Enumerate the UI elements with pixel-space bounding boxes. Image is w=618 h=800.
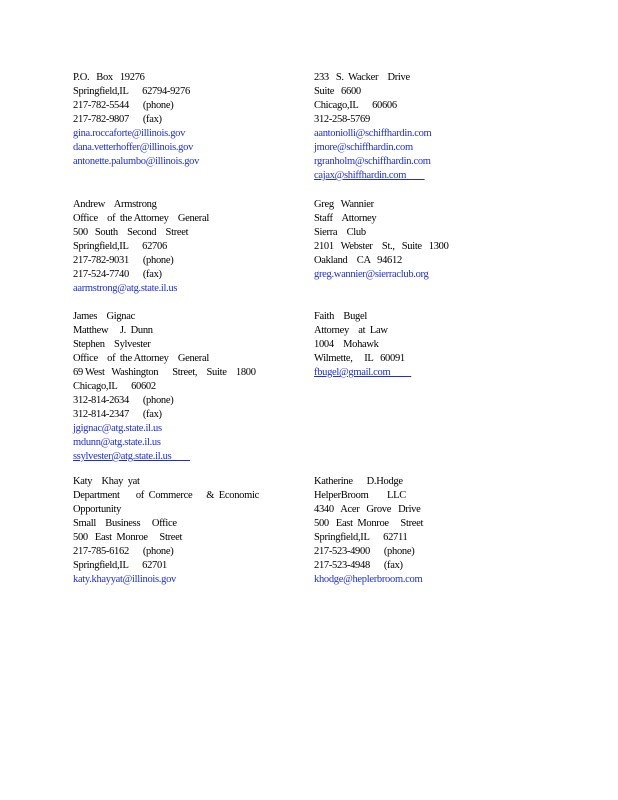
contact-block-khayyat	[73, 475, 313, 587]
address-line: 233 S. Wacker Drive	[314, 72, 410, 83]
fax-line: 217-782-9807 (fax)	[73, 114, 162, 125]
phone-line: 217-782-9031 (phone)	[73, 255, 174, 266]
email-link[interactable]: mdunn@atg.state.il.us	[73, 437, 161, 448]
email-link[interactable]: antonette.palumbo@illinois.gov	[73, 156, 200, 167]
address-line: 500 East Monroe Street	[73, 532, 183, 543]
fax-line: 217-523-4948 (fax)	[314, 560, 403, 571]
city-line: Springfield,IL 62706	[73, 241, 167, 252]
office-line: Office of the Attorney General	[73, 353, 209, 364]
department-line: Opportunity	[73, 504, 122, 515]
contact-block-armstrong	[73, 198, 313, 296]
email-link[interactable]: fbugel@gmail.com	[314, 367, 412, 378]
email-link[interactable]: dana.vetterhoffer@illinois.gov	[73, 142, 194, 153]
phone-line: 312-258-5769	[314, 114, 370, 125]
address-line: 1004 Mohawk	[314, 339, 379, 350]
name-line: Greg Wannier	[314, 199, 374, 210]
title-line: Attorney at Law	[314, 325, 388, 336]
name-line: Katy Khay yat	[73, 476, 140, 487]
title-line: Staff Attorney	[314, 213, 377, 224]
suite-line: Suite 6600	[314, 86, 361, 97]
contact-block-gignac	[73, 310, 313, 464]
address-line: 500 East Monroe Street	[314, 518, 424, 529]
email-link[interactable]: katy.khayyat@illinois.gov	[73, 574, 176, 585]
address-line: 4340 Acer Grove Drive	[314, 504, 421, 515]
email-link[interactable]: ssylvester@atg.state.il.us	[73, 451, 190, 462]
email-link[interactable]: greg.wannier@sierraclub.org	[314, 269, 429, 280]
contact-block-illinois-gov	[73, 71, 313, 169]
city-line: Chicago,IL 60602	[73, 381, 156, 392]
address-line: 69 West Washington Street, Suite 1800	[73, 367, 256, 378]
email-link[interactable]: rgranholm@schiffhardin.com	[314, 156, 431, 167]
email-link[interactable]: aarmstrong@atg.state.il.us	[73, 283, 178, 294]
office-line: Small Business Office	[73, 518, 177, 529]
name-line: Stephen Sylvester	[73, 339, 151, 350]
city-line: Oakland CA 94612	[314, 255, 402, 266]
email-link[interactable]: gina.roccaforte@illinois.gov	[73, 128, 186, 139]
city-line: Wilmette, IL 60091	[314, 353, 405, 364]
contact-block-hodge	[314, 475, 554, 587]
name-line: James Gignac	[73, 311, 135, 322]
name-line: Katherine D.Hodge	[314, 476, 403, 487]
city-line: Springfield,IL 62711	[314, 532, 408, 543]
office-line: Office of the Attorney General	[73, 213, 209, 224]
phone-line: 217-782-5544 (phone)	[73, 100, 174, 111]
email-link[interactable]: aantoniolli@schiffhardin.com	[314, 128, 432, 139]
email-link[interactable]: khodge@heplerbroom.com	[314, 574, 423, 585]
department-line: Department of Commerce & Economic	[73, 490, 259, 501]
firm-line: HelperBroom LLC	[314, 490, 406, 501]
phone-line: 217-785-6162 (phone)	[73, 546, 174, 557]
email-link[interactable]: cajax@shiffhardin.com	[314, 170, 425, 181]
city-line: Chicago,IL 60606	[314, 100, 397, 111]
contact-block-schiffhardin	[314, 71, 554, 183]
address-line: P.O. Box 19276	[73, 72, 145, 83]
email-link[interactable]: jgignac@atg.state.il.us	[73, 423, 162, 434]
city-line: Springfield,IL 62794-9276	[73, 86, 190, 97]
email-link[interactable]: jmore@schiffhardin.com	[314, 142, 413, 153]
city-line: Springfield,IL 62701	[73, 560, 167, 571]
name-line: Faith Bugel	[314, 311, 367, 322]
name-line: Andrew Armstrong	[73, 199, 157, 210]
phone-line: 312-814-2634 (phone)	[73, 395, 174, 406]
fax-line: 312-814-2347 (fax)	[73, 409, 162, 420]
address-line: 2101 Webster St., Suite 1300	[314, 241, 449, 252]
fax-line: 217-524-7740 (fax)	[73, 269, 162, 280]
contact-block-bugel	[314, 310, 554, 380]
contact-block-wannier	[314, 198, 554, 282]
name-line: Matthew J. Dunn	[73, 325, 153, 336]
address-line: 500 South Second Street	[73, 227, 189, 238]
phone-line: 217-523-4900 (phone)	[314, 546, 415, 557]
organization-line: Sierra Club	[314, 227, 366, 238]
